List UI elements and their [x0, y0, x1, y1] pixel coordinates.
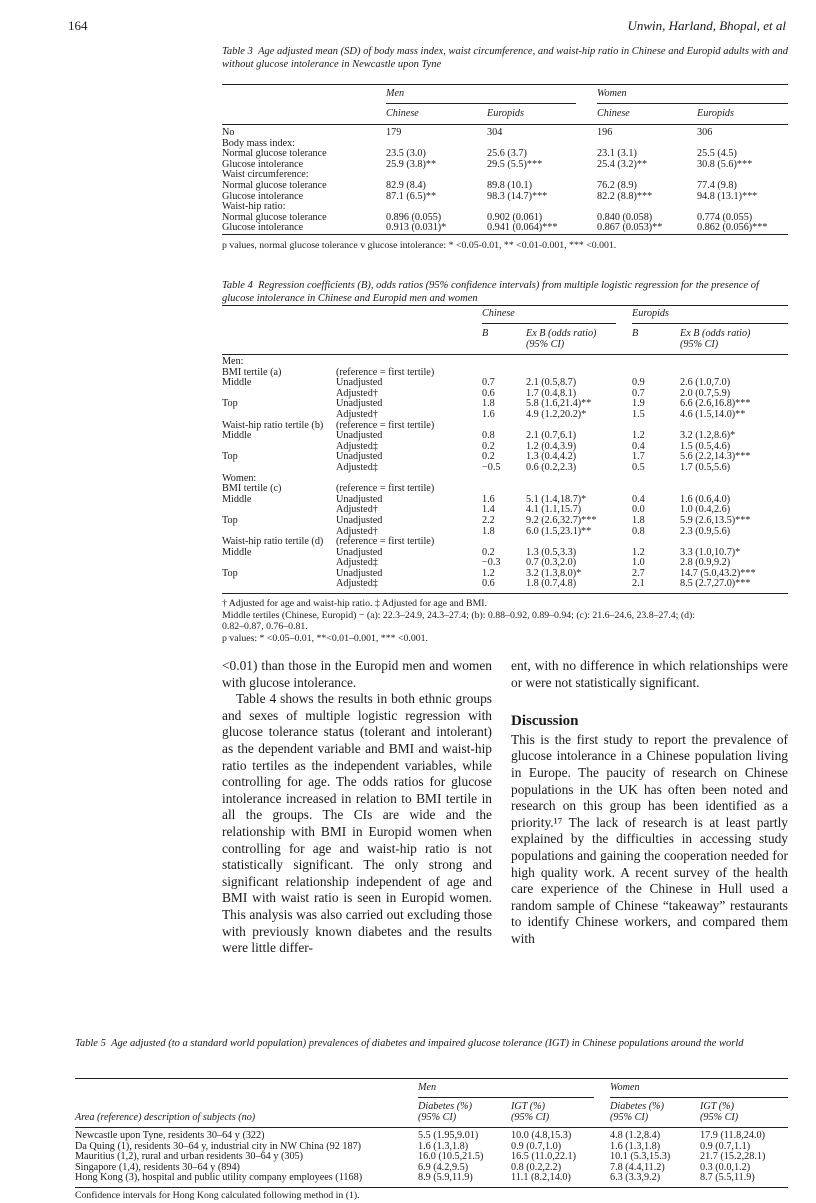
table-cell: −0.5 — [482, 461, 501, 473]
table-cell: 0.840 (0.058) — [597, 211, 653, 223]
table-cell: 82.9 (8.4) — [386, 179, 426, 191]
table-row-sublabel: Unadjusted — [336, 567, 383, 579]
table5-col-women-diabetes-l1: Diabetes (%) — [610, 1101, 665, 1112]
table-cell — [482, 357, 500, 368]
table-row-sublabel: Adjusted‡ — [336, 578, 378, 590]
table-row-label: Middle — [222, 546, 252, 558]
table-row-label — [222, 463, 323, 474]
table-row-sublabel: Unadjusted — [336, 398, 383, 410]
table-cell: 3.2 (1.2,8.6)* — [680, 430, 736, 442]
table-cell: 25.9 (3.8)** — [386, 158, 437, 170]
table-cell: 23.1 (3.1) — [597, 148, 637, 160]
table-row-label: Middle — [222, 430, 252, 442]
table-row-sublabel: (reference = first tertile) — [336, 483, 435, 495]
table-row-label: Top — [222, 514, 238, 526]
table-row-label: No — [222, 127, 235, 138]
table-cell: 1.7 — [632, 451, 645, 463]
table-cell — [680, 357, 756, 368]
table-cell: 1.3 (0.4,4.2) — [526, 451, 577, 463]
table-cell: 1.6 (0.6,4.0) — [680, 493, 731, 505]
table-row-label: Body mass index: — [222, 137, 296, 149]
table-row-sublabel: Unadjusted — [336, 493, 383, 505]
table5-col-women-diabetes-l2: (95% CI) — [610, 1111, 649, 1123]
table5-col-men-diabetes-l1: Diabetes (%) — [418, 1101, 473, 1112]
table4-chinese-or-column — [526, 357, 596, 590]
table3-col-men-europids: Europids — [487, 108, 524, 119]
table-cell — [482, 474, 500, 485]
table-cell: 1.2 — [482, 567, 495, 579]
table-cell: 16.5 (11.0,22.1) — [511, 1151, 576, 1163]
table5-col-area: Area (reference) description of subjects (no) — [75, 1112, 256, 1123]
table-row-label: Mauritius (1,2), rural and urban residents 30–64 y (305) — [75, 1151, 304, 1163]
table-cell: 0.6 — [482, 578, 495, 590]
table-row-sublabel: Adjusted‡ — [336, 557, 378, 569]
table-cell: 1.7 (0.4,8.1) — [526, 387, 577, 399]
table-cell: 25.4 (3.2)** — [597, 158, 648, 170]
table-cell: 0.6 — [482, 387, 495, 399]
table-row-label: Top — [222, 398, 238, 410]
table3-caption-text: Age adjusted mean (SD) of body mass index, waist circumference, and waist-hip ratio in Chinese and Europid adults with and without glucose intolerance in Newcastle upon Tyne — [222, 46, 789, 70]
table-cell: 0.8 — [482, 430, 495, 442]
table-cell: 304 — [487, 127, 503, 138]
table-row-sublabel: (reference = first tertile) — [336, 366, 435, 378]
running-head: Unwin, Harland, Bhopal, et al — [627, 18, 786, 33]
table4-group-europids: Europids — [632, 308, 669, 319]
table-row-label: Top — [222, 567, 238, 579]
table-cell: 3.3 (1.0,10.7)* — [680, 546, 741, 558]
table4-col-exb-europid-line1: Ex B (odds ratio) — [680, 328, 751, 339]
table-cell: 0.3 (0.0,1.2) — [700, 1161, 751, 1173]
table-cell: 77.4 (9.8) — [697, 179, 737, 191]
table3-col-women-chinese: Chinese — [597, 108, 630, 119]
discussion-paragraph: This is the first study to report the prevalence of glucose intolerance in a Chinese population living in Europe. The paucity of research on Chinese populations in the UK has often been noted and research on this group has been identified as a priority.¹⁷ The lack of research is at least partly explained by the difficulties in accessing study populations and gaining the cooperation needed for high quality work. A recent survey of the health care experience of the Chinese in Hull used a random sample of Chinese “takeaway” restaurants to identify Chinese workers, and compared them with — [511, 731, 788, 946]
table-cell: 0.896 (0.055) — [386, 211, 442, 223]
table-cell: 0.774 (0.055) — [697, 211, 753, 223]
table-cell: 0.862 (0.056)*** — [697, 222, 768, 234]
table-row-label: Hong Kong (3), hospital and public utility company employees (1168) — [75, 1172, 363, 1184]
table-cell: 8.9 (5.9,11.9) — [418, 1172, 473, 1184]
table-cell: 0.902 (0.061) — [487, 211, 543, 223]
table-cell: 2.1 (0.7,6.1) — [526, 430, 577, 442]
table-row-sublabel: Unadjusted — [336, 377, 383, 389]
table4-caption — [222, 280, 788, 305]
table-row-label: Middle — [222, 493, 252, 505]
table4-footnote-4: p values: * <0.05–0.01, **<0.01–0.001, *** <0.001. — [222, 632, 428, 644]
table-cell: 2.7 — [632, 567, 645, 579]
table-cell: 94.8 (13.1)*** — [697, 190, 758, 202]
table5-body — [75, 1131, 788, 1184]
table3-row-labels — [222, 128, 327, 234]
table-cell — [632, 357, 645, 368]
table-cell: 0.4 — [632, 440, 645, 452]
table-cell: 9.2 (2.6,32.7)*** — [526, 514, 597, 526]
table4-chinese-b-column — [482, 357, 500, 590]
table-cell: 306 — [697, 127, 713, 138]
table-cell: 2.1 — [632, 578, 645, 590]
table-cell: 0.941 (0.064)*** — [487, 222, 558, 234]
table-cell — [526, 474, 596, 485]
table-cell: 0.5 — [632, 461, 645, 473]
table5-col-men-igt-l1: IGT (%) — [511, 1101, 546, 1112]
table-cell: 5.1 (1.4,18.7)* — [526, 493, 587, 505]
table-cell: 1.0 — [632, 557, 645, 569]
table-row-label: Waist-hip ratio: — [222, 201, 286, 213]
table-cell: 0.7 — [632, 387, 645, 399]
table-cell: 2.1 (0.5,8.7) — [526, 377, 577, 389]
table-cell: 98.3 (14.7)*** — [487, 190, 548, 202]
table-cell: 1.2 — [632, 546, 645, 558]
table-cell: 0.2 — [482, 546, 495, 558]
table4-row-sublabels — [336, 357, 434, 590]
table5-caption-label: Table 5 — [75, 1038, 106, 1049]
table4-col-exb-chinese-line2: (95% CI) — [526, 338, 565, 350]
table-cell: 0.9 (0.7,1.1) — [700, 1140, 751, 1152]
body-left-para1: <0.01) than those in the Europid men and women with glucose intolerance. — [222, 658, 492, 690]
table-cell: 0.7 (0.3,2.0) — [526, 557, 577, 569]
table-cell: 1.3 (0.5,3.3) — [526, 546, 577, 558]
table-row-sublabel: Unadjusted — [336, 430, 383, 442]
table-row-label: Top — [222, 451, 238, 463]
table4-footnotes — [222, 598, 695, 644]
table-cell: 1.2 — [632, 430, 645, 442]
table-row-sublabel: Adjusted† — [336, 504, 378, 516]
table3-women-chinese-column — [597, 128, 662, 234]
table3-women-europid-column — [697, 128, 767, 234]
table-cell: 29.5 (5.5)*** — [487, 158, 543, 170]
table4-europid-b-column — [632, 357, 645, 590]
table-row-sublabel — [336, 357, 434, 368]
table-row-label: Middle — [222, 377, 252, 389]
table5-col-women-igt — [700, 1102, 738, 1123]
table-cell: 1.8 — [482, 525, 495, 537]
table-cell: 6.3 (3.3,9.2) — [610, 1172, 661, 1184]
table-cell: 6.6 (2.6,16.8)*** — [680, 398, 751, 410]
table4-caption-text: Regression coefficients (B), odds ratios (95% confidence intervals) from multiple logistic regression for the presence of glucose intolerance in Chinese and Europid men and women — [222, 280, 759, 304]
table-cell — [680, 474, 756, 485]
table-cell: 196 — [597, 127, 613, 138]
table-cell: 82.2 (8.8)*** — [597, 190, 653, 202]
table3-caption-label: Table 3 — [222, 46, 253, 57]
table-cell: 14.7 (5.0,43.2)*** — [680, 567, 756, 579]
table-cell: 1.7 (0.5,5.6) — [680, 461, 731, 473]
table5-group-women: Women — [610, 1082, 640, 1093]
table3-caption — [222, 46, 788, 71]
table-cell: 0.8 — [632, 525, 645, 537]
table3-group-women: Women — [597, 88, 627, 99]
table-cell: 2.6 (1.0,7.0) — [680, 377, 731, 389]
table-cell: 10.0 (4.8,15.3) — [511, 1130, 572, 1141]
table5-col-women-igt-l2: (95% CI) — [700, 1111, 739, 1123]
table-row-label: Glucose intolerance — [222, 190, 304, 202]
table5-col-men-diabetes-l2: (95% CI) — [418, 1111, 457, 1123]
table-cell: 1.8 — [482, 398, 495, 410]
table4-footnote-3: 0.82–0.87, 0.76–0.81. — [222, 621, 308, 632]
table4-col-b-chinese: B — [482, 328, 489, 339]
table-row-sublabel: Adjusted† — [336, 525, 378, 537]
table-cell: 17.9 (11.8,24.0) — [700, 1130, 765, 1141]
table-cell: 0.9 (0.7,1.0) — [511, 1140, 562, 1152]
table-cell: 16.0 (10.5,21.5) — [418, 1151, 484, 1163]
table-row-label: Singapore (1,4), residents 30–64 y (894) — [75, 1161, 240, 1173]
table-cell: 4.6 (1.5,14.0)** — [680, 408, 746, 420]
table-cell: 0.867 (0.053)** — [597, 222, 663, 234]
table-row-label: Normal glucose tolerance — [222, 148, 327, 160]
table4-footnote-2: Middle tertiles (Chinese, Europid) − (a): 22.3–24.9, 24.3–27.4; (b): 0.88–0.92, 0.89–0.94; (c): 21.6–24.6, 23.8–27.4; (d): — [222, 609, 695, 621]
table-cell: 4.9 (1.2,20.2)* — [526, 408, 587, 420]
table-cell: 1.8 — [632, 514, 645, 526]
table5-col-women-diabetes — [610, 1102, 664, 1123]
table-cell: 1.6 — [482, 493, 495, 505]
table-cell: 0.4 — [632, 493, 645, 505]
table-cell: 2.2 — [482, 514, 495, 526]
table-cell — [526, 357, 596, 368]
table-row-label: Waist-hip ratio tertile (b) — [222, 419, 324, 431]
table5-caption-text: Age adjusted (to a standard world population) prevalences of diabetes and impaired glucose tolerance (IGT) in Chinese populations around the world — [111, 1038, 744, 1049]
table-row-label: Normal glucose tolerance — [222, 179, 327, 191]
table-cell: 2.0 (0.7,5.9) — [680, 387, 731, 399]
table5-col-men-igt-l2: (95% CI) — [511, 1111, 550, 1123]
table-cell: 1.2 (0.4,3.9) — [526, 440, 577, 452]
table-row-sublabel: Adjusted† — [336, 408, 378, 420]
table-row-label: Waist-hip ratio tertile (d) — [222, 536, 324, 548]
table-row-sublabel: Adjusted† — [336, 387, 378, 399]
table5-caption — [75, 1038, 788, 1051]
table-cell: 4.1 (1.1,15.7) — [526, 504, 582, 516]
table-row-sublabel: Adjusted‡ — [336, 461, 378, 473]
table-row-sublabel: Unadjusted — [336, 546, 383, 558]
table-row-label: Da Quing (1), residents 30–64 y, industrial city in NW China (92 187) — [75, 1140, 362, 1152]
table4-caption-label: Table 4 — [222, 280, 253, 291]
table3-men-europid-column — [487, 128, 557, 234]
table-row-label: Newcastle upon Tyne, residents 30–64 y (322) — [75, 1130, 265, 1141]
table-cell: 6.0 (1.5,23.1)** — [526, 525, 592, 537]
table-cell: 7.8 (4.4,11.2) — [610, 1161, 665, 1173]
table-cell: 23.5 (3.0) — [386, 148, 426, 160]
table4-col-exb-europid — [680, 329, 750, 350]
table4-europid-or-column — [680, 357, 756, 590]
table-cell: 8.5 (2.7,27.0)*** — [680, 578, 751, 590]
table-row-sublabel: Unadjusted — [336, 514, 383, 526]
page-number: 164 — [68, 18, 88, 33]
table-row-label: Women: — [222, 472, 257, 484]
table-cell: 1.4 — [482, 504, 495, 516]
table5-col-men-igt — [511, 1102, 549, 1123]
table-cell: 5.5 (1.95,9.01) — [418, 1130, 479, 1141]
table3-footnote: p values, normal glucose tolerance v glucose intolerance: * <0.05-0.01, ** <0.01-0.001, *** <0.001. — [222, 240, 617, 251]
body-right-column — [511, 658, 788, 948]
table3-col-men-chinese: Chinese — [386, 108, 419, 119]
table-row-sublabel: Adjusted‡ — [336, 440, 378, 452]
table-cell: −0.3 — [482, 557, 501, 569]
table-cell: 5.6 (2.2,14.3)*** — [680, 451, 751, 463]
table4-footnote-1: † Adjusted for age and waist-hip ratio. ‡ Adjusted for age and BMI. — [222, 598, 488, 609]
table-cell: 30.8 (5.6)*** — [697, 158, 753, 170]
table-cell: 5.8 (1.6,21.4)** — [526, 398, 592, 410]
table-row — [75, 1131, 788, 1142]
table-cell: 1.0 (0.4,2.6) — [680, 504, 731, 516]
table-cell: 0.2 — [482, 451, 495, 463]
table-row-label: Glucose intolerance — [222, 222, 304, 234]
table-cell: 25.6 (3.7) — [487, 148, 527, 160]
table-cell: 0.6 (0.2,2.3) — [526, 461, 577, 473]
table-cell: 87.1 (6.5)** — [386, 190, 437, 202]
table-cell: 10.1 (5.3,15.3) — [610, 1151, 671, 1163]
table4-col-b-europid: B — [632, 328, 639, 339]
table5-col-women-igt-l1: IGT (%) — [700, 1101, 735, 1112]
table-cell: 25.5 (4.5) — [697, 148, 737, 160]
table-cell: 11.1 (8.2,14.0) — [511, 1172, 571, 1184]
body-left-column — [222, 658, 492, 957]
table-row-label: Normal glucose tolerance — [222, 211, 327, 223]
body-right-continuation: ent, with no difference in which relationships were or were not statistically significant. — [511, 658, 788, 690]
table-cell: 0.0 — [632, 504, 645, 516]
table-cell: 3.2 (1.3,8.0)* — [526, 567, 582, 579]
table-cell: 89.8 (10.1) — [487, 179, 532, 191]
table-row — [75, 1173, 788, 1184]
table-cell: 8.7 (5.5,11.9) — [700, 1172, 755, 1184]
table-row-label: Waist circumference: — [222, 169, 309, 181]
table-cell: 5.9 (2.6,13.5)*** — [680, 514, 751, 526]
table-row-label — [222, 579, 323, 590]
table-cell: 1.6 (1.3,1.8) — [610, 1140, 661, 1152]
table-cell: 1.5 (0.5,4.6) — [680, 440, 731, 452]
table-cell: 0.8 (0.2,2.2) — [511, 1161, 562, 1173]
table-cell: 0.2 — [482, 440, 495, 452]
table5-col-men-diabetes — [418, 1102, 472, 1123]
table-cell: 1.5 — [632, 408, 645, 420]
table-cell: 1.6 — [482, 408, 495, 420]
table4-col-exb-europid-line2: (95% CI) — [680, 338, 719, 350]
table4-col-exb-chinese-line1: Ex B (odds ratio) — [526, 328, 597, 339]
table-cell: 2.8 (0.9,9.2) — [680, 557, 731, 569]
table-cell: 76.2 (8.9) — [597, 179, 637, 191]
table-row-label: Men: — [222, 356, 244, 367]
table-cell: 2.3 (0.9,5.6) — [680, 525, 731, 537]
table-cell: 0.9 — [632, 377, 645, 389]
table4-group-chinese: Chinese — [482, 308, 515, 319]
table5-group-men: Men — [418, 1082, 437, 1093]
table4-col-exb-chinese — [526, 329, 596, 350]
table-cell: 1.6 (1.3,1.8) — [418, 1140, 469, 1152]
table-cell: 4.8 (1.2,8.4) — [610, 1130, 661, 1141]
table3-group-men: Men — [386, 88, 405, 99]
table-cell: 6.9 (4.2,9.5) — [418, 1161, 469, 1173]
table-row-label — [222, 410, 323, 421]
body-left-para2: Table 4 shows the results in both ethnic groups and sexes of multiple logistic regression with glucose tolerance status (tolerant and intolerant) as the dependent variable and BMI and waist-hip ratio tertiles as the independent variables, while controlling for age. The odds ratios for glucose intolerance increased in relation to BMI tertile in all the groups. The CIs are wide and the relationship with BMI in Europid women when controlling for age and waist-hip ratio is not statistically significant. The only strong and significant relationship independent of age and BMI with waist ratio is seen in Europid women. This analysis was also carried out excluding those with previously known diabetes and the results were little differ- — [222, 691, 492, 956]
table5-footnote: Confidence intervals for Hong Kong calculated following method in (1). — [75, 1190, 360, 1201]
table-row-label: BMI tertile (a) — [222, 366, 282, 378]
table-cell: 1.8 (0.7,4.8) — [526, 578, 577, 590]
table-cell: 179 — [386, 127, 402, 138]
table-row-sublabel: Unadjusted — [336, 451, 383, 463]
table3-col-women-europids: Europids — [697, 108, 734, 119]
table-row-label: Glucose intolerance — [222, 158, 304, 170]
table-cell: 21.7 (15.2,28.1) — [700, 1151, 766, 1163]
table4-row-labels — [222, 357, 323, 590]
table-row-sublabel: (reference = first tertile) — [336, 419, 435, 431]
discussion-heading: Discussion — [511, 713, 579, 730]
table-row-label: BMI tertile (c) — [222, 483, 282, 495]
table-cell: 1.9 — [632, 398, 645, 410]
table3-men-chinese-column — [386, 128, 446, 234]
table-row-sublabel: (reference = first tertile) — [336, 536, 435, 548]
table-cell: 0.913 (0.031)* — [386, 222, 447, 234]
table-cell: 0.7 — [482, 377, 495, 389]
